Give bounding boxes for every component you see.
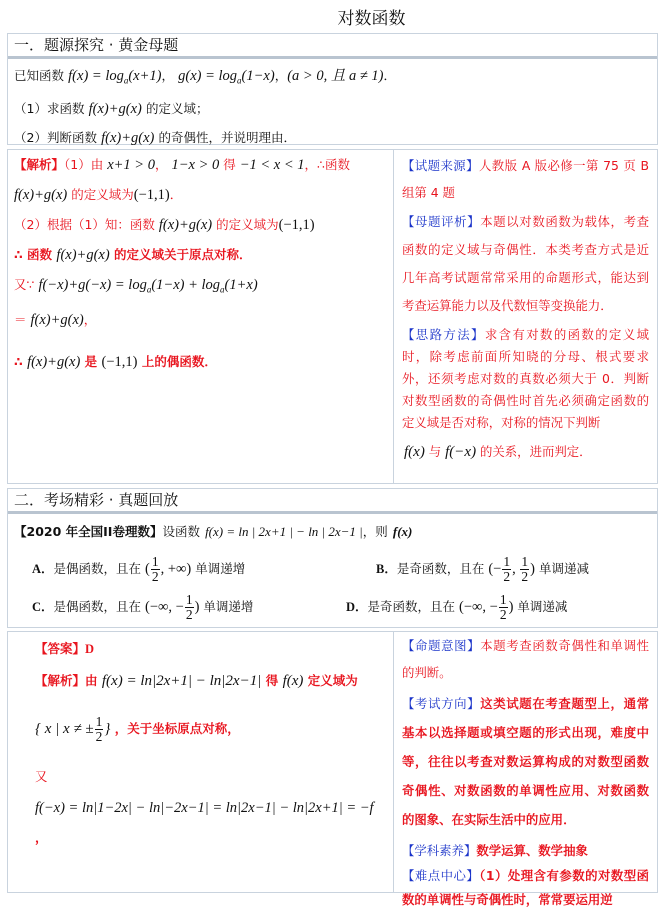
fraction: $\frac{1}{2}$	[185, 592, 193, 622]
note-source: 【试题来源】人教版 A 版必修一第 75 页 B 组第 4 题	[402, 158, 650, 200]
section2-notes	[394, 632, 657, 907]
derivation-line: f(−x) = ln|1−2x| − ln|−2x−1| = ln|2x−1| − ln|2x+1| = −f	[35, 800, 374, 816]
question-intro: 已知函数 $f(x) = \log_a(x+1)$， $g(x) = \log_a(1-x)$，(a > 0, 且 a ≠ 1)．	[14, 68, 396, 86]
section2-question: 【2020 年全国II卷理数】设函数 f(x) = ln | 2x+1 | − ln | 2x−1 |，则 f(x)	[14, 524, 413, 539]
fraction: $\frac{1}{2}$	[95, 714, 103, 744]
question-part2: （2）判断函数 f(x)+g(x) 的奇偶性，并说明理由．	[14, 129, 297, 146]
solution-line-6: ＝ f(x)+g(x)，	[14, 311, 97, 328]
solution-line-1: 【解析】（1）由 x+1 > 0， 1−x > 0 得 −1 < x < 1，∴函数	[14, 157, 350, 173]
section1-heading: 一．题源探究 · 黄金母题	[8, 34, 657, 59]
option-c[interactable]: C．是偶函数，且在 (−∞, − $\frac{1}{2}$ ) 单调递增	[32, 592, 254, 622]
option-a[interactable]: A．是偶函数，且在 ( $\frac{1}{2}$ , +∞) 单调递增	[32, 554, 246, 584]
solution-line-4: ∴ 函数 f(x)+g(x) 的定义域关于原点对称．	[14, 247, 252, 263]
note-literacy: 【学科素养】数学运算、数学抽象	[402, 843, 588, 858]
note-method: 【思路方法】求含有对数的函数的定义域时，除考虑前面所知晓的分母、根式要求外，还须考虑对数的真数必须大于 0．判断对数型函数的奇偶性时首先必须确定函数的定义域是否对称，对称的情况下判断 f(x) 与 f(−x) 的关系，进而判定．	[402, 327, 650, 460]
page-title: 对数函数	[337, 9, 406, 29]
section1-question	[8, 59, 657, 152]
note-direction: 【考试方向】这类试题在考查题型上，通常基本以选择题或填空题的形式出现，难度中等，往往以考查对数运算构成的对数型函数奇偶性、对数函数的单调性应用、对数函数的图象、在实际生活中的应用．	[402, 696, 649, 827]
option-d[interactable]: D．是奇函数，且在 (−∞, − $\frac{1}{2}$ ) 单调递减	[346, 592, 568, 622]
fraction: $\frac{1}{2}$	[499, 592, 507, 622]
section2-question-block	[7, 488, 658, 628]
section2-solution	[8, 632, 394, 892]
solution-line-2: f(x)+g(x) 的定义域为(−1,1)．	[14, 187, 183, 203]
fraction: $\frac{1}{2}$	[521, 554, 529, 584]
analysis-line: 【解析】由 f(x) = ln|2x+1| − ln|2x−1| 得 f(x) 定义域为	[35, 673, 358, 689]
answer-line: 【答案】D	[35, 641, 95, 656]
question-part1: （1）求函数 f(x)+g(x) 的定义域；	[14, 100, 209, 117]
section2-solution-row	[7, 631, 658, 907]
section1-solution	[8, 150, 394, 483]
solution-line-7: ∴ f(x)+g(x) 是 (−1,1) 上的偶函数．	[14, 353, 217, 370]
fraction: $\frac{1}{2}$	[503, 554, 511, 584]
note-intent: 【命题意图】本题考查函数奇偶性和单调性的判断。	[402, 638, 649, 680]
also-line: 又	[35, 769, 48, 784]
note-difficulty: 【难点中心】（1）处理含有参数的对数型函数的单调性与奇偶性时，常常要运用逆	[402, 868, 650, 907]
section1-question-block	[7, 33, 658, 145]
option-b[interactable]: B．是奇函数，且在 (− $\frac{1}{2}$ , $\frac{1}{2}$ ) 单调递减	[376, 554, 589, 584]
section1-notes	[394, 150, 657, 483]
section1-solution-row	[7, 149, 658, 484]
domain-set-line: { x | x ≠ ± $\frac{1}{2}$ } ，关于坐标原点对称，	[35, 714, 240, 744]
comma-line: ，	[35, 830, 48, 845]
solution-line-5: 又∵ $f(-x)+g(-x) = \log_a(1-x) + \log_a(1+x)$	[14, 277, 258, 295]
fraction: $\frac{1}{2}$	[151, 554, 159, 584]
section2-heading: 二．考场精彩 · 真题回放	[8, 489, 657, 514]
solution-line-3: （2）根据（1）知：函数 f(x)+g(x) 的定义域为(−1,1)	[14, 217, 315, 233]
note-analysis: 【母题评析】本题以对数函数为载体，考查函数的定义域与奇偶性．本类考查方式是近几年高考试题常常采用的命题形式，能达到考查运算能力以及代数恒等变换能力．	[402, 214, 649, 313]
